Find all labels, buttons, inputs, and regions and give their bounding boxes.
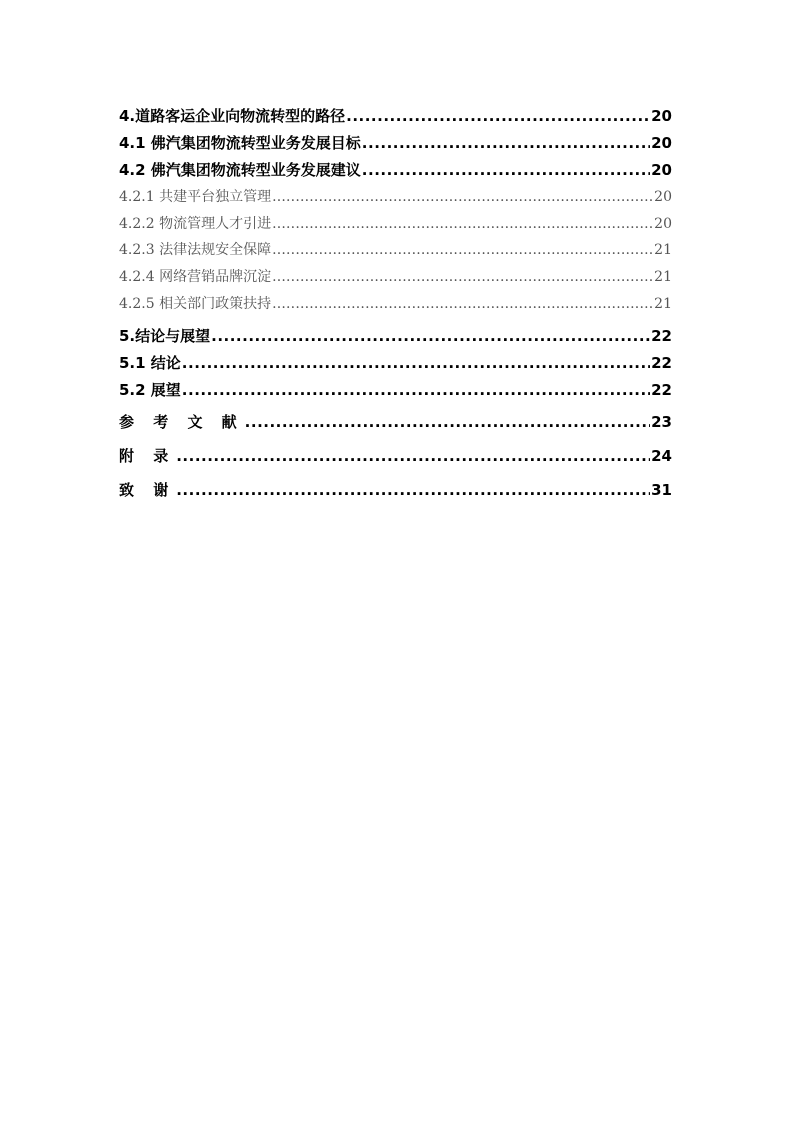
dot-leader <box>176 480 650 500</box>
toc-page-number: 21 <box>654 269 672 285</box>
dot-leader <box>245 412 650 432</box>
toc-page-number: 23 <box>651 413 672 431</box>
toc-entry-4-2-2[interactable] <box>119 214 672 234</box>
toc-page-number: 21 <box>654 296 672 312</box>
toc-page-number: 31 <box>651 481 672 499</box>
toc-entry-title: 4.2.4 网络营销品牌沉淀 <box>119 269 272 285</box>
toc-page-number: 22 <box>651 327 672 345</box>
toc-entry-4-2-3[interactable] <box>119 240 672 260</box>
dot-leader <box>362 133 650 153</box>
toc-entry-references[interactable] <box>119 412 672 432</box>
dot-leader <box>362 160 650 180</box>
toc-entry-5-1[interactable] <box>119 353 672 373</box>
toc-entry-appendix[interactable] <box>119 446 672 466</box>
toc-entry-title: 附 录 <box>119 447 176 465</box>
toc-page-number: 20 <box>651 107 672 125</box>
toc-entry-4-2-5[interactable] <box>119 294 672 314</box>
dot-leader <box>176 446 650 466</box>
toc-entry-5[interactable] <box>119 326 672 346</box>
dot-leader <box>272 240 653 260</box>
toc-page-number: 21 <box>654 242 672 258</box>
dot-leader <box>272 214 653 234</box>
toc-entry-title: 4.2.1 共建平台独立管理 <box>119 189 272 205</box>
toc-entry-title: 致 谢 <box>119 481 176 499</box>
dot-leader <box>182 353 650 373</box>
toc-entry-title: 4.1 佛汽集团物流转型业务发展目标 <box>119 134 361 152</box>
dot-leader <box>346 106 650 126</box>
toc-entry-title: 5.结论与展望 <box>119 327 211 345</box>
toc-page-number: 22 <box>651 354 672 372</box>
toc-page-number: 20 <box>654 216 672 232</box>
toc-entry-title: 5.1 结论 <box>119 354 181 372</box>
toc-entry-5-2[interactable] <box>119 380 672 400</box>
toc-entry-4-2-1[interactable] <box>119 187 672 207</box>
toc-page-number: 22 <box>651 381 672 399</box>
toc-entry-4-1[interactable] <box>119 133 672 153</box>
toc-entry-title: 5.2 展望 <box>119 381 181 399</box>
dot-leader <box>272 267 653 287</box>
dot-leader <box>182 380 650 400</box>
toc-entry-title: 4.道路客运企业向物流转型的路径 <box>119 107 346 125</box>
toc-entry-acknowledgements[interactable] <box>119 480 672 500</box>
toc-entry-4-2[interactable] <box>119 160 672 180</box>
toc-page-number: 20 <box>651 161 672 179</box>
dot-leader <box>272 187 653 207</box>
dot-leader <box>272 294 653 314</box>
toc-entry-title: 4.2.5 相关部门政策扶持 <box>119 296 272 312</box>
toc-entry-title: 参 考 文 献 <box>119 413 244 431</box>
toc-entry-title: 4.2.3 法律法规安全保障 <box>119 242 272 258</box>
toc-entry-4-2-4[interactable] <box>119 267 672 287</box>
toc-page-number: 24 <box>651 447 672 465</box>
toc-page-number: 20 <box>651 134 672 152</box>
dot-leader <box>211 326 650 346</box>
toc-entry-title: 4.2.2 物流管理人才引进 <box>119 216 272 232</box>
toc-entry-4[interactable] <box>119 106 672 126</box>
toc-entry-title: 4.2 佛汽集团物流转型业务发展建议 <box>119 161 361 179</box>
toc-page-number: 20 <box>654 189 672 205</box>
